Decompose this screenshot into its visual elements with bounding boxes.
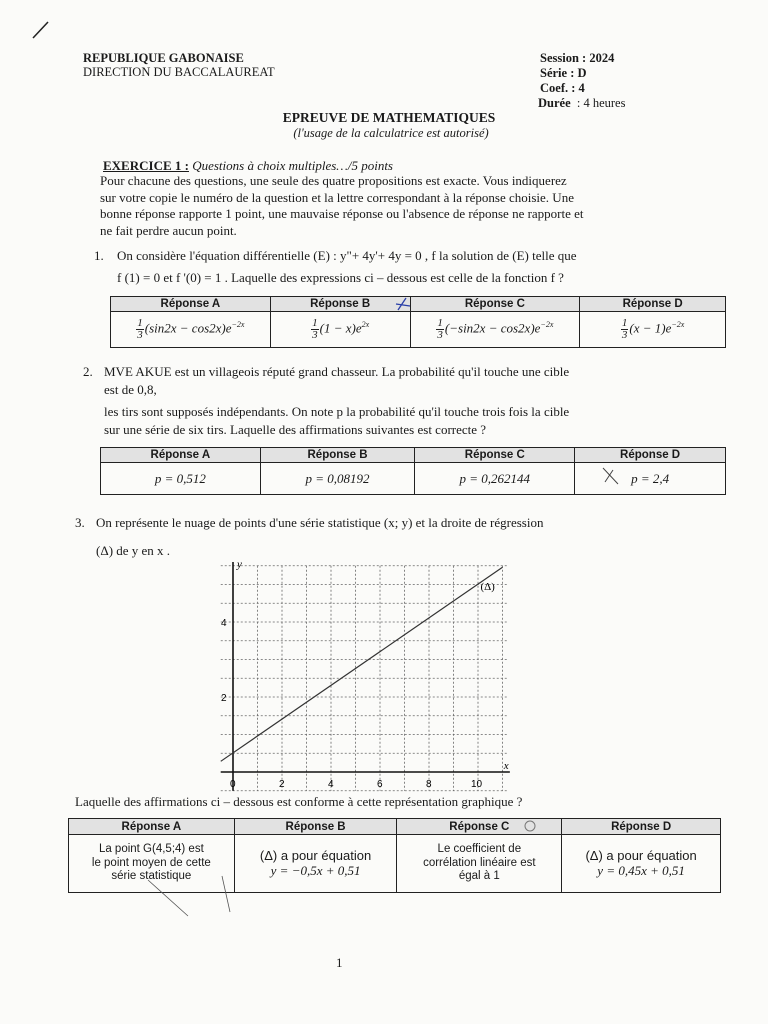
country-name: REPUBLIQUE GABONAISE (83, 51, 244, 65)
q2-header-a: Réponse A (101, 448, 261, 463)
q1-header-a: Réponse A (111, 297, 271, 312)
q2-line3: les tirs sont supposés indépendants. On note p la probabilité qu'il touche trois fois la cible (104, 404, 570, 419)
y-tick-label: 4 (221, 618, 227, 629)
q3-line1: On représente le nuage de points d'une série statistique (x; y) et la droite de régression (96, 515, 544, 530)
q3-header-b: Réponse B (234, 819, 397, 835)
q2-answer-c: p = 0,262144 (415, 463, 575, 495)
q1-header-b: Réponse B (270, 297, 410, 312)
q3-header-a: Réponse A (69, 819, 235, 835)
line-label: (Δ) (480, 581, 495, 594)
session-label: Session : 2024 (540, 51, 615, 65)
q2-header-b: Réponse B (260, 448, 415, 463)
q1-answer-c: $\frac{1}{3}$ $(-\sin 2x - \cos 2x)e^{-2x}$ (410, 312, 580, 348)
x-axis-label: x (503, 760, 509, 772)
exam-subtitle: (l'usage de la calculatrice est autorisé) (293, 126, 489, 140)
q2-line2: est de 0,8, (104, 382, 157, 397)
q3-line2: (Δ) de y en x . (96, 543, 171, 558)
exercise-intro: Pour chacune des questions, une seule des quatre propositions est exacte. Vous indiquerez sur votre copie le numéro de la question et la lettre correspondant à la réponse choisie. Une bonne réponse rapporte 1 point, une mauvaise réponse ou l'absence de réponse ne rapporte et ne fait perdre aucun point. (100, 173, 584, 238)
x-tick-label: 4 (328, 779, 334, 790)
x-tick-label: 10 (471, 779, 483, 790)
q1-answer-d: $\frac{1}{3}$ $(x - 1)e^{-2x}$ (580, 312, 726, 348)
x-tick-label: 6 (377, 779, 383, 790)
y-tick-label: 2 (221, 693, 227, 704)
q1-header-c: Réponse C (410, 297, 580, 312)
q3-header-d: Réponse D (562, 819, 721, 835)
serie-label: Série : D (540, 66, 587, 80)
q2-line4: sur une série de six tirs. Laquelle des affirmations suivantes est correcte ? (104, 422, 487, 437)
q3-answer-d: (Δ) a pour équation y = 0,45x + 0,51 (562, 835, 721, 893)
q1-line1: On considère l'équation différentielle (E) : y"+ 4y'+ 4y = 0 , f la solution de (E) telle que (117, 248, 577, 263)
q1-line2: f (1) = 0 et f '(0) = 1 . Laquelle des expressions ci – dessous est celle de la fonction f ? (117, 270, 564, 285)
q2-number: 2. (83, 364, 93, 379)
x-tick-label: 2 (279, 779, 285, 790)
q3-header-c: Réponse C (397, 819, 562, 835)
q1-answer-a: $\frac{1}{3}$ $(\sin 2x - \cos 2x)e^{-2x}$ (111, 312, 271, 348)
q1-number: 1. (94, 248, 104, 263)
x-tick-label: 0 (230, 779, 236, 790)
q2-answer-a: p = 0,512 (101, 463, 261, 495)
q3-number: 3. (75, 515, 85, 530)
duree-label: Durée : 4 heures (538, 96, 626, 110)
q2-answer-d: p = 2,4 (575, 463, 726, 495)
q2-header-d: Réponse D (575, 448, 726, 463)
direction-name: DIRECTION DU BACCALAUREAT (83, 65, 275, 79)
y-axis-label: y (237, 558, 242, 571)
q2-answer-b: p = 0,08192 (260, 463, 415, 495)
page-number: 1 (336, 955, 343, 970)
q3-answer-a: La point G(4,5;4) est le point moyen de cette série statistique (69, 835, 235, 893)
q1-header-d: Réponse D (580, 297, 726, 312)
q3-answer-c: Le coefficient de corrélation linéaire est égal à 1 (397, 835, 562, 893)
q2-line1: MVE AKUE est un villageois réputé grand chasseur. La probabilité qu'il touche une cible (104, 364, 570, 379)
q3-answer-b: (Δ) a pour équation y = −0,5x + 0,51 (234, 835, 397, 893)
q2-header-c: Réponse C (415, 448, 575, 463)
exercise-heading: EXERCICE 1 : Questions à choix multiples…/5 points (103, 158, 393, 173)
exam-title: EPREUVE DE MATHEMATIQUES (282, 110, 496, 125)
coef-label: Coef. : 4 (540, 81, 585, 95)
q3-question: Laquelle des affirmations ci – dessous est conforme à cette représentation graphique ? (75, 794, 523, 809)
q1-answer-b: $\frac{1}{3}$ $(1 - x)e^{2x}$ (270, 312, 410, 348)
x-tick-label: 8 (426, 779, 432, 790)
